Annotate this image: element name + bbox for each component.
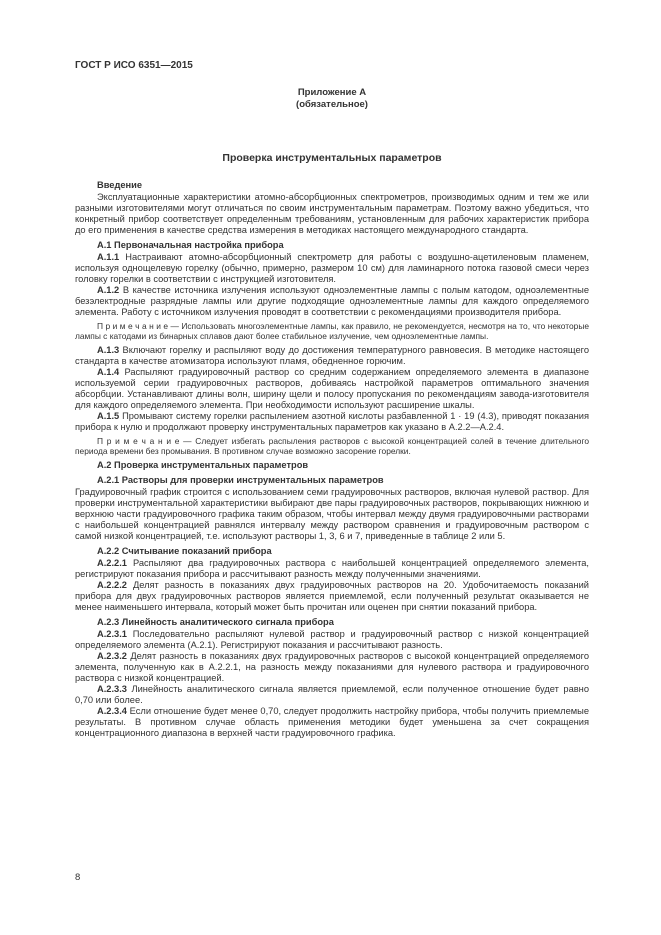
paragraph: А.1.5 Промывают систему горелки распылением азотной кислоты разбавленной 1 · 19 (4.3), приводят показания прибора к нулю и продолжают проверку инструментальных параметров как указано в А.2.2—А.2.4.: [75, 410, 589, 432]
note-paragraph: П р и м е ч а н и е — Следует избегать распыления растворов с высокой концентрацией солей в течение длительного периода времени без промывания. В противном случае возможно засорение горелки.: [75, 435, 589, 456]
clause-number: А.2.3.2: [97, 651, 131, 662]
paragraph: Эксплуатационные характеристики атомно-абсорбционных спектрометров, производимых одним и тем же или разными изготовителями могут отличаться по своим инструментальным параметрам. Поэтому важно убедиться, что конкретный прибор соответствует определенным требованиям, установленным для рабочих характеристик прибора до его применения в качестве средства измерения в методиках настоящего международного стандарта.: [75, 192, 589, 235]
annex-type: (обязательное): [296, 98, 368, 110]
clause-number: А.1.3: [97, 344, 123, 355]
clause-number: А.2.2.2: [97, 580, 133, 591]
paragraph: А.1.3 Включают горелку и распыляют воду до достижения температурного равновесия. В методике настоящего стандарта в качестве атомизатора используют пламя, обедненное горючим.: [75, 344, 589, 366]
clause-number: А.1.2: [97, 285, 123, 295]
section-heading: А.2.3 Линейность аналитического сигнала прибора: [97, 617, 334, 628]
paragraph: А.2.3.4 Если отношение будет менее 0,70, следует продолжить настройку прибора, чтобы получить приемлемые результаты. В противном случае область применения методики будет уменьшена за счет сокращения концентрационного диапазона в верхней части градуировочного графика.: [75, 706, 589, 739]
annex-block: [75, 87, 589, 110]
section-heading: А.2.1 Растворы для проверки инструментальных параметров: [97, 475, 384, 486]
clause-number: А.2.3.1: [97, 629, 133, 640]
paragraph: А.1.4 Распыляют градуировочный раствор со средним содержанием определяемого элемента в диапазоне используемой серии градуировочных растворов, добиваясь настройкой параметров оптимального значения абсорбции. Устанавливают длины волн, ширину щели и полосу пропускания по рекомендациям завода-изготовителя для каждого определяемого элемента. При необходимости используют расширение шкалы.: [75, 366, 590, 410]
section-heading: А.2.2 Считывание показаний прибора: [97, 546, 272, 557]
paragraph: А.2.3.1 Последовательно распыляют нулевой раствор и градуировочный раствор с низкой концентрацией определяемого элемента (А.2.1). Регистрируют показания и рассчитывают разность.: [75, 629, 589, 651]
document-header: ГОСТ Р ИСО 6351—2015: [75, 60, 193, 71]
page-title: Проверка инструментальных параметров: [222, 152, 442, 164]
paragraph: А.2.2.1 Распыляют два градуировочных раствора с наибольшей концентрацией определяемого элемента, регистрируют показания прибора и рассчитывают разность между полученными значениями.: [75, 558, 589, 580]
clause-number: А.2.3.3: [97, 684, 132, 695]
section-heading: А.2 Проверка инструментальных параметров: [97, 460, 309, 471]
page-number: 8: [75, 872, 81, 883]
clause-number: А.1.5: [97, 410, 123, 421]
clause-number: А.2.2.1: [97, 558, 133, 569]
note-paragraph: П р и м е ч а н и е — Использовать многоэлементные лампы, как правило, не рекомендуется, несмотря на то, что некоторые лампы с катодами из бинарных сплавов дают более стабильное излучение, чем одноэлементные лампы.: [75, 321, 589, 342]
paragraph: А.2.3.2 Делят разность в показаниях двух градуировочных растворов с высокой концентрацией определяемого элемента, полученную как в А.2.2.1, на разность между показаниями для нулевого раствора и градуировочного раствора с низкой концентрацией.: [75, 651, 589, 684]
section-heading: Введение: [97, 180, 143, 190]
paragraph: Градуировочный график строится с использованием семи градуировочных растворов, включая нулевой раствор. Для проверки инструментальной характеристики выбирают две пары градуировочных растворов, покрывающих нижнюю и верхнюю части градуировочного графика таким образом, чтобы интервал между двумя градуировочными растворами с наибольшей концентрацией равнялся интервалу между раствором сравнения и градуировочным раствором с самой низкой концентрацией, т.е. используют растворы 1, 3, 6 и 7, приведенные в таблице 2 или 5.: [75, 487, 589, 542]
clause-number: А.1.4: [97, 366, 125, 377]
section-heading: А.1 Первоначальная настройка прибора: [97, 240, 284, 250]
document-body: [75, 180, 589, 739]
paragraph: А.2.2.2 Делят разность в показаниях двух градуировочных растворов на 20. Удобочитаемость показаний прибора для двух градуировочных растворов является приемлемой, если полученный результат оказывается не менее наименьшего интервала, который может быть прочитан или оценен при снятии показаний прибора.: [75, 580, 589, 613]
paragraph: А.1.1 Настраивают атомно-абсорбционный спектрометр для работы с воздушно-ацетиленовым пламенем, используя однощелевую горелку (обычно, примерно, размером 10 см) для ламинарного потока газовой смеси через головку горелки в соответствии с инструкцией изготовителя.: [75, 252, 589, 284]
paragraph: А.1.2 В качестве источника излучения используют одноэлементные лампы с полым катодом, одноэлементные безэлектродные разрядные лампы или другие подходящие одноэлементные лампы для каждого определяемого элемента. Работу с источником излучения проводят в соответствии с рекомендациями производителя прибора.: [75, 285, 589, 317]
paragraph: А.2.3.3 Линейность аналитического сигнала является приемлемой, если полученное отношение будет равно 0,70 или более.: [75, 684, 589, 706]
annex-label: Приложение А: [297, 87, 367, 98]
clause-number: А.1.1: [97, 252, 126, 262]
clause-number: А.2.3.4: [97, 706, 130, 717]
